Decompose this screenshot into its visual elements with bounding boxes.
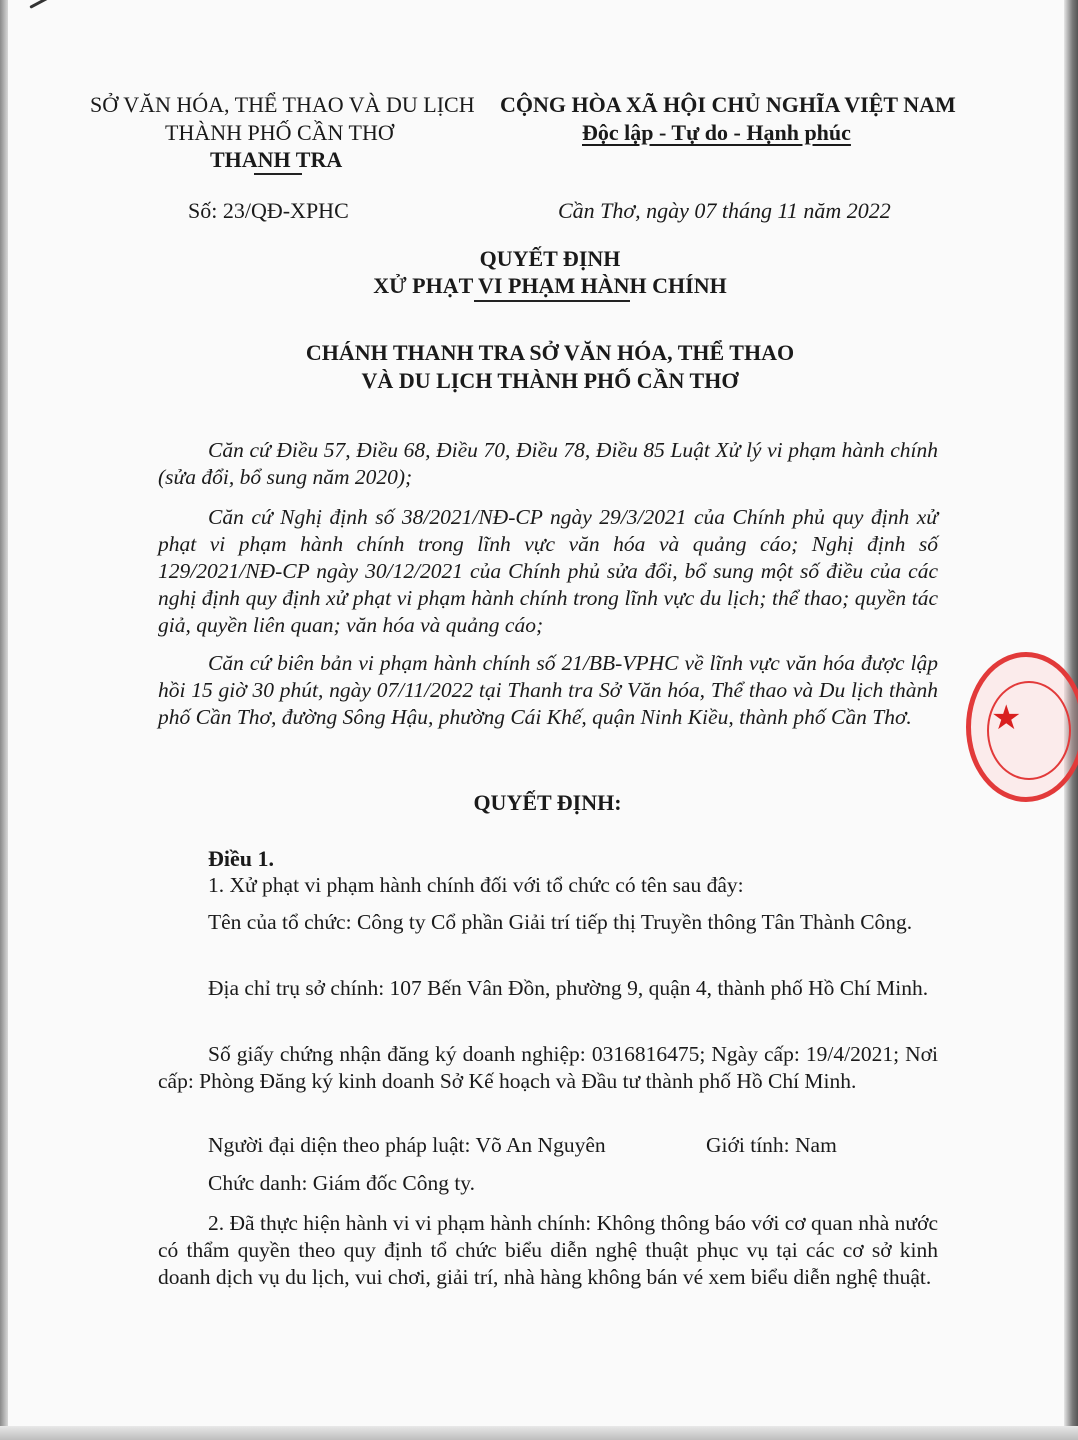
- title-line-1: QUYẾT ĐỊNH: [479, 246, 621, 271]
- authority-line-1: CHÁNH THANH TRA SỞ VĂN HÓA, THỂ THAO: [305, 340, 795, 365]
- authority-line-2: VÀ DU LỊCH THÀNH PHỐ CẦN THƠ: [361, 368, 739, 393]
- pen-mark: [29, 0, 82, 9]
- article-1-item-2: 2. Đã thực hiện hành vi vi phạm hành chính: Không thông báo với cơ quan nhà nước có thẩm quyền theo quy định tổ chức biểu diễn nghệ thuật phục vụ tại các cơ sở kinh doanh dịch vụ du lịch, vui chơi, giải trí, nhà hàng không bán vé xem biểu diễn nghệ thuật.: [158, 1211, 938, 1289]
- place-date: Cần Thơ, ngày 07 tháng 11 năm 2022: [558, 198, 891, 223]
- decision-heading: QUYẾT ĐỊNH:: [473, 790, 622, 815]
- organization-name: Tên của tổ chức: Công ty Cổ phần Giải trí tiếp thị Truyền thông Tân Thành Công.: [208, 910, 913, 934]
- basis-paragraph-2: Căn cứ Nghị định số 38/2021/NĐ-CP ngày 29/3/2021 của Chính phủ quy định xử phạt vi phạm hành chính trong lĩnh vực văn hóa và quảng cáo; Nghị định số 129/2021/NĐ-CP ngày 30/12/2021 của Chính phủ sửa đổi, bổ sung một số điều của các nghị định quy định xử phạt vi phạm hành chính trong lĩnh vực du lịch; thể thao; quyền tác giả, quyền liên quan; văn hóa và quảng cáo;: [158, 505, 938, 637]
- representative-position: Chức danh: Giám đốc Công ty.: [208, 1171, 476, 1195]
- title-line-2: XỬ PHẠT VI PHẠM HÀNH CHÍNH: [373, 273, 727, 298]
- article-1-item-1: 1. Xử phạt vi phạm hành chính đối với tổ chức có tên sau đây:: [208, 873, 744, 897]
- legal-representative: Người đại diện theo pháp luật: Võ An Nguyên: [208, 1133, 606, 1157]
- org-line-3: THANH TRA: [210, 147, 343, 172]
- article-1-heading: Điều 1.: [208, 846, 274, 871]
- title-underline: [474, 300, 630, 302]
- scan-edge-bottom: [0, 1426, 1078, 1440]
- business-registration: Số giấy chứng nhận đăng ký doanh nghiệp: 0316816475; Ngày cấp: 19/4/2021; Nơi cấp: Phòng Đăng ký kinh doanh Sở Kế hoạch và Đầu tư thành phố Hồ Chí Minh.: [158, 1042, 938, 1093]
- document-number: Số: 23/QĐ-XPHC: [188, 198, 349, 223]
- org-line-1: SỞ VĂN HÓA, THỂ THAO VÀ DU LỊCH: [90, 92, 475, 117]
- nation-line-2: Độc lập - Tự do - Hạnh phúc: [582, 120, 851, 145]
- organization-address: Địa chỉ trụ sở chính: 107 Bến Vân Đồn, phường 9, quận 4, thành phố Hồ Chí Minh.: [208, 976, 929, 1000]
- org-line-2: THÀNH PHỐ CẦN THƠ: [165, 120, 394, 145]
- org-underline: [254, 173, 302, 175]
- basis-paragraph-3: Căn cứ biên bản vi phạm hành chính số 21/BB-VPHC về lĩnh vực văn hóa được lập hồi 15 giờ 30 phút, ngày 07/11/2022 tại Thanh tra Sở Văn hóa, Thể thao và Du lịch thành phố Cần Thơ, đường Sông Hậu, phường Cái Khế, quận Ninh Kiều, thành phố Cần Thơ.: [158, 651, 938, 729]
- red-seal-stamp: [966, 652, 1078, 802]
- representative-gender: Giới tính: Nam: [706, 1133, 837, 1157]
- seal-star-icon: ★: [991, 700, 1022, 737]
- nation-line-1: CỘNG HÒA XÃ HỘI CHỦ NGHĨA VIỆT NAM: [500, 92, 956, 117]
- scan-edge-left: [0, 0, 8, 1440]
- basis-paragraph-1: Căn cứ Điều 57, Điều 68, Điều 70, Điều 78, Điều 85 Luật Xử lý vi phạm hành chính (sửa đổi, bổ sung năm 2020);: [158, 438, 938, 489]
